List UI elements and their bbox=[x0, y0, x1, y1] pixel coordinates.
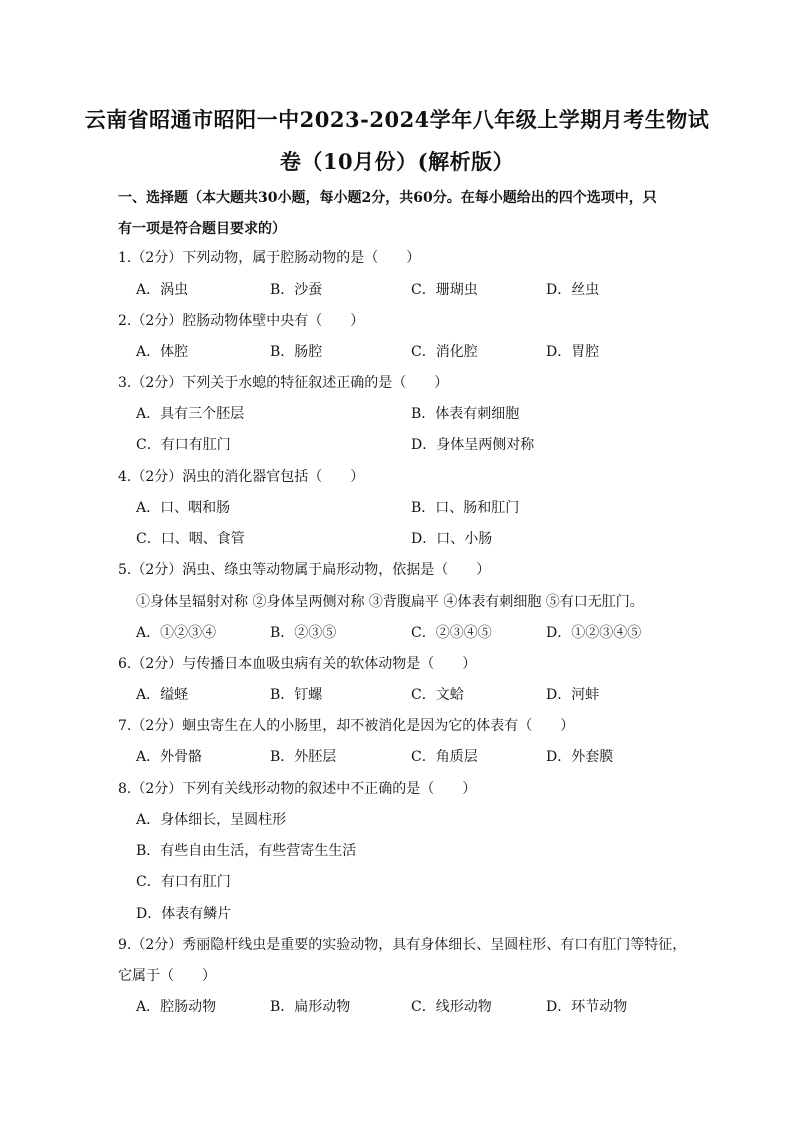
question-1-stem: 1.（2分）下列动物，属于腔肠动物的是（ ） bbox=[118, 250, 421, 266]
question-6-option-d: D．河蚌 bbox=[546, 687, 600, 703]
question-7-option-a: A．外骨骼 bbox=[136, 749, 203, 765]
section-instructions-line-2: 有一项是符合题目要求的） bbox=[118, 221, 286, 237]
question-7-stem: 7.（2分）蛔虫寄生在人的小肠里，却不被消化是因为它的体表有（ ） bbox=[118, 718, 575, 734]
question-1-option-d: D．丝虫 bbox=[546, 282, 600, 298]
question-9-option-a: A．腔肠动物 bbox=[136, 999, 217, 1015]
question-6-stem: 6.（2分）与传播日本血吸虫病有关的软体动物是（ ） bbox=[118, 656, 477, 672]
question-4-option-b: B．口、肠和肛门 bbox=[411, 500, 520, 516]
question-2-option-c: C．消化腔 bbox=[411, 344, 478, 360]
question-2-option-d: D．胃腔 bbox=[546, 344, 600, 360]
question-9-stem: 9.（2分）秀丽隐杆线虫是重要的实验动物，具有身体细长、呈圆柱形、有口有肛门等特征， bbox=[118, 937, 687, 953]
question-9-option-b: B．扁形动物 bbox=[270, 999, 351, 1015]
question-5-stem: 5.（2分）涡虫、绦虫等动物属于扁形动物，依据是（ ） bbox=[118, 562, 491, 578]
question-3-option-b: B．体表有刺细胞 bbox=[411, 406, 520, 422]
question-1-option-b: B．沙蚕 bbox=[270, 282, 323, 298]
question-8-option-d: D．体表有鳞片 bbox=[136, 906, 232, 922]
question-3-stem: 3.（2分）下列关于水螅的特征叙述正确的是（ ） bbox=[118, 375, 449, 391]
question-6-option-a: A．缢蛏 bbox=[136, 687, 189, 703]
question-8-option-a: A．身体细长，呈圆柱形 bbox=[136, 812, 287, 828]
section-instructions bbox=[118, 183, 688, 245]
question-7-option-b: B．外胚层 bbox=[270, 749, 337, 765]
question-1-option-c: C．珊瑚虫 bbox=[411, 282, 478, 298]
question-2-option-b: B．肠腔 bbox=[270, 344, 323, 360]
question-8-stem: 8.（2分）下列有关线形动物的叙述中不正确的是（ ） bbox=[118, 781, 477, 797]
question-6-option-c: C．文蛤 bbox=[411, 687, 464, 703]
question-3-option-c: C．有口有肛门 bbox=[136, 437, 231, 453]
question-9-option-c: C．线形动物 bbox=[411, 999, 492, 1015]
question-5-option-d: D．①②③④⑤ bbox=[546, 625, 642, 641]
exam-title-line-2: 卷（10月份）(解析版） bbox=[279, 149, 515, 174]
question-5-option-b: B．②③⑤ bbox=[270, 625, 337, 641]
question-6-option-b: B．钉螺 bbox=[270, 687, 323, 703]
question-3-option-a: A．具有三个胚层 bbox=[136, 406, 245, 422]
section-instructions-line-1: 一、选择题（本大题共30小题，每小题2分，共60分。在每小题给出的四个选项中，只 bbox=[118, 190, 657, 206]
question-8-option-c: C．有口有肛门 bbox=[136, 874, 231, 890]
question-1-option-a: A．涡虫 bbox=[136, 282, 189, 298]
question-5-statements: ①身体呈辐射对称 ②身体呈两侧对称 ③背腹扁平 ④体表有刺细胞 ⑤有口无肛门。 bbox=[136, 594, 644, 610]
question-7-option-c: C．角质层 bbox=[411, 749, 478, 765]
question-5-option-a: A．①②③④ bbox=[136, 625, 217, 641]
question-7-option-d: D．外套膜 bbox=[546, 749, 614, 765]
question-4-option-d: D．口、小肠 bbox=[411, 531, 493, 547]
question-8-option-b: B．有些自由生活，有些营寄生生活 bbox=[136, 843, 357, 859]
question-9-option-d: D．环节动物 bbox=[546, 999, 628, 1015]
question-3-option-d: D．身体呈两侧对称 bbox=[411, 437, 535, 453]
question-2-stem: 2.（2分）腔肠动物体壁中央有（ ） bbox=[118, 313, 365, 329]
question-9-stem-continued: 它属于（ ） bbox=[118, 968, 216, 984]
exam-title-line-1: 云南省昭通市昭阳一中2023-2024学年八年级上学期月考生物试 bbox=[84, 107, 710, 132]
question-5-option-c: C．②③④⑤ bbox=[411, 625, 492, 641]
question-4-option-a: A．口、咽和肠 bbox=[136, 500, 231, 516]
question-4-option-c: C．口、咽、食管 bbox=[136, 531, 245, 547]
question-2-option-a: A．体腔 bbox=[136, 344, 189, 360]
question-4-stem: 4.（2分）涡虫的消化器官包括（ ） bbox=[118, 469, 365, 485]
